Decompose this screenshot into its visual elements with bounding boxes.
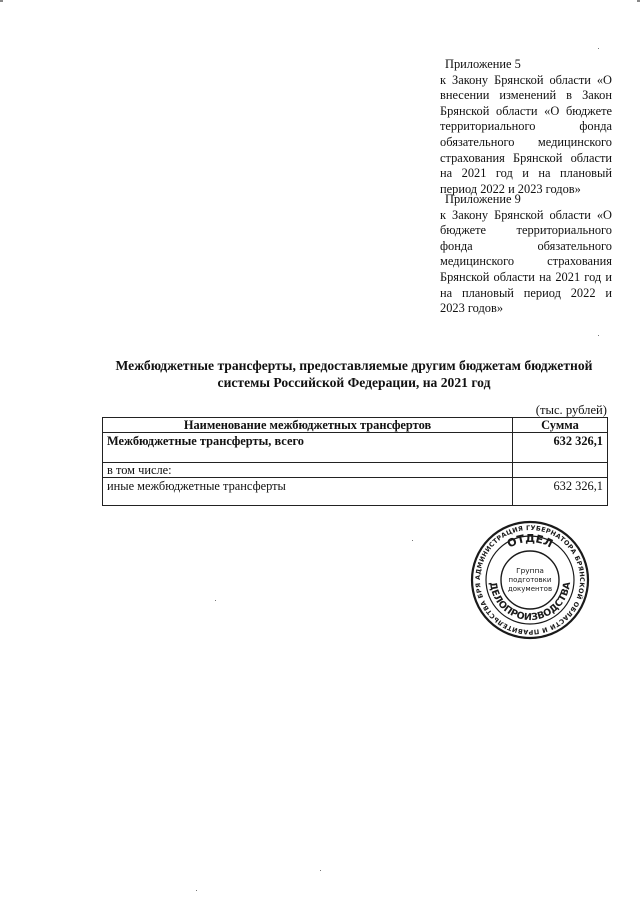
row-name: Межбюджетные трансферты, всего bbox=[103, 433, 513, 463]
stamp-ring-top-text: ОТДЕЛ bbox=[505, 531, 555, 551]
appendix-5-block bbox=[440, 57, 612, 197]
stamp-center-line-1: Группа bbox=[516, 566, 544, 575]
appendix-5-title: Приложение 5 bbox=[445, 57, 521, 71]
stamp-ring-bottom-text: ДЕЛОПРОИЗВОДСТВА bbox=[486, 581, 574, 624]
units-label: (тыс. рублей) bbox=[535, 403, 607, 417]
scan-speck bbox=[412, 540, 413, 541]
document-title bbox=[100, 357, 608, 392]
office-stamp bbox=[470, 520, 590, 640]
header-name: Наименование межбюджетных трансфертов bbox=[103, 418, 513, 433]
document-title-line-2: системы Российской Федерации, на 2021 год bbox=[217, 375, 491, 391]
row-sum bbox=[513, 463, 608, 478]
row-sum: 632 326,1 bbox=[513, 433, 608, 463]
stamp-outer-text: АДМИНИСТРАЦИЯ ГУБЕРНАТОРА БРЯНСКОЙ ОБЛАСТИ И ПРАВИТЕЛЬСТВА БРЯ bbox=[473, 523, 587, 637]
office-stamp-graphic bbox=[470, 520, 590, 640]
scan-speck bbox=[598, 48, 599, 49]
header-sum: Сумма bbox=[513, 418, 608, 433]
scan-speck bbox=[320, 870, 321, 871]
row-sum: 632 326,1 bbox=[513, 478, 608, 506]
scan-speck bbox=[598, 335, 599, 336]
appendix-9-block bbox=[440, 192, 612, 317]
scan-speck bbox=[196, 890, 197, 891]
row-name: иные межбюджетные трансферты bbox=[103, 478, 513, 506]
stamp-center-line-3: документов bbox=[507, 585, 553, 593]
table-row-other-transfers bbox=[103, 478, 608, 506]
stamp-center-line-2: подготовки bbox=[508, 576, 552, 584]
appendix-5-text: к Закону Брянской области «О внесении изменений в Закон Брянской области «О бюджете территориального фонда обязательного медицинского страхования Брянской области на 2021 год и на плановый период 2022 и 2023 годов» bbox=[440, 72, 612, 196]
document-title-line-1: Межбюджетные трансферты, предоставляемые другим бюджетам бюджетной bbox=[115, 358, 593, 373]
table-row-total bbox=[103, 433, 608, 463]
scan-edge-mark-left bbox=[0, 0, 3, 2]
transfers-table bbox=[102, 417, 608, 506]
appendix-9-title: Приложение 9 bbox=[445, 192, 521, 206]
appendix-9-text: к Закону Брянской области «О бюджете территориального фонда обязательного медицинского страхования Брянской области на 2021 год и на плановый период 2022 и 2023 годов» bbox=[440, 207, 612, 316]
table-header-row bbox=[103, 418, 608, 433]
scan-speck bbox=[215, 600, 216, 601]
table-row-including bbox=[103, 463, 608, 478]
row-name: в том числе: bbox=[103, 463, 513, 478]
